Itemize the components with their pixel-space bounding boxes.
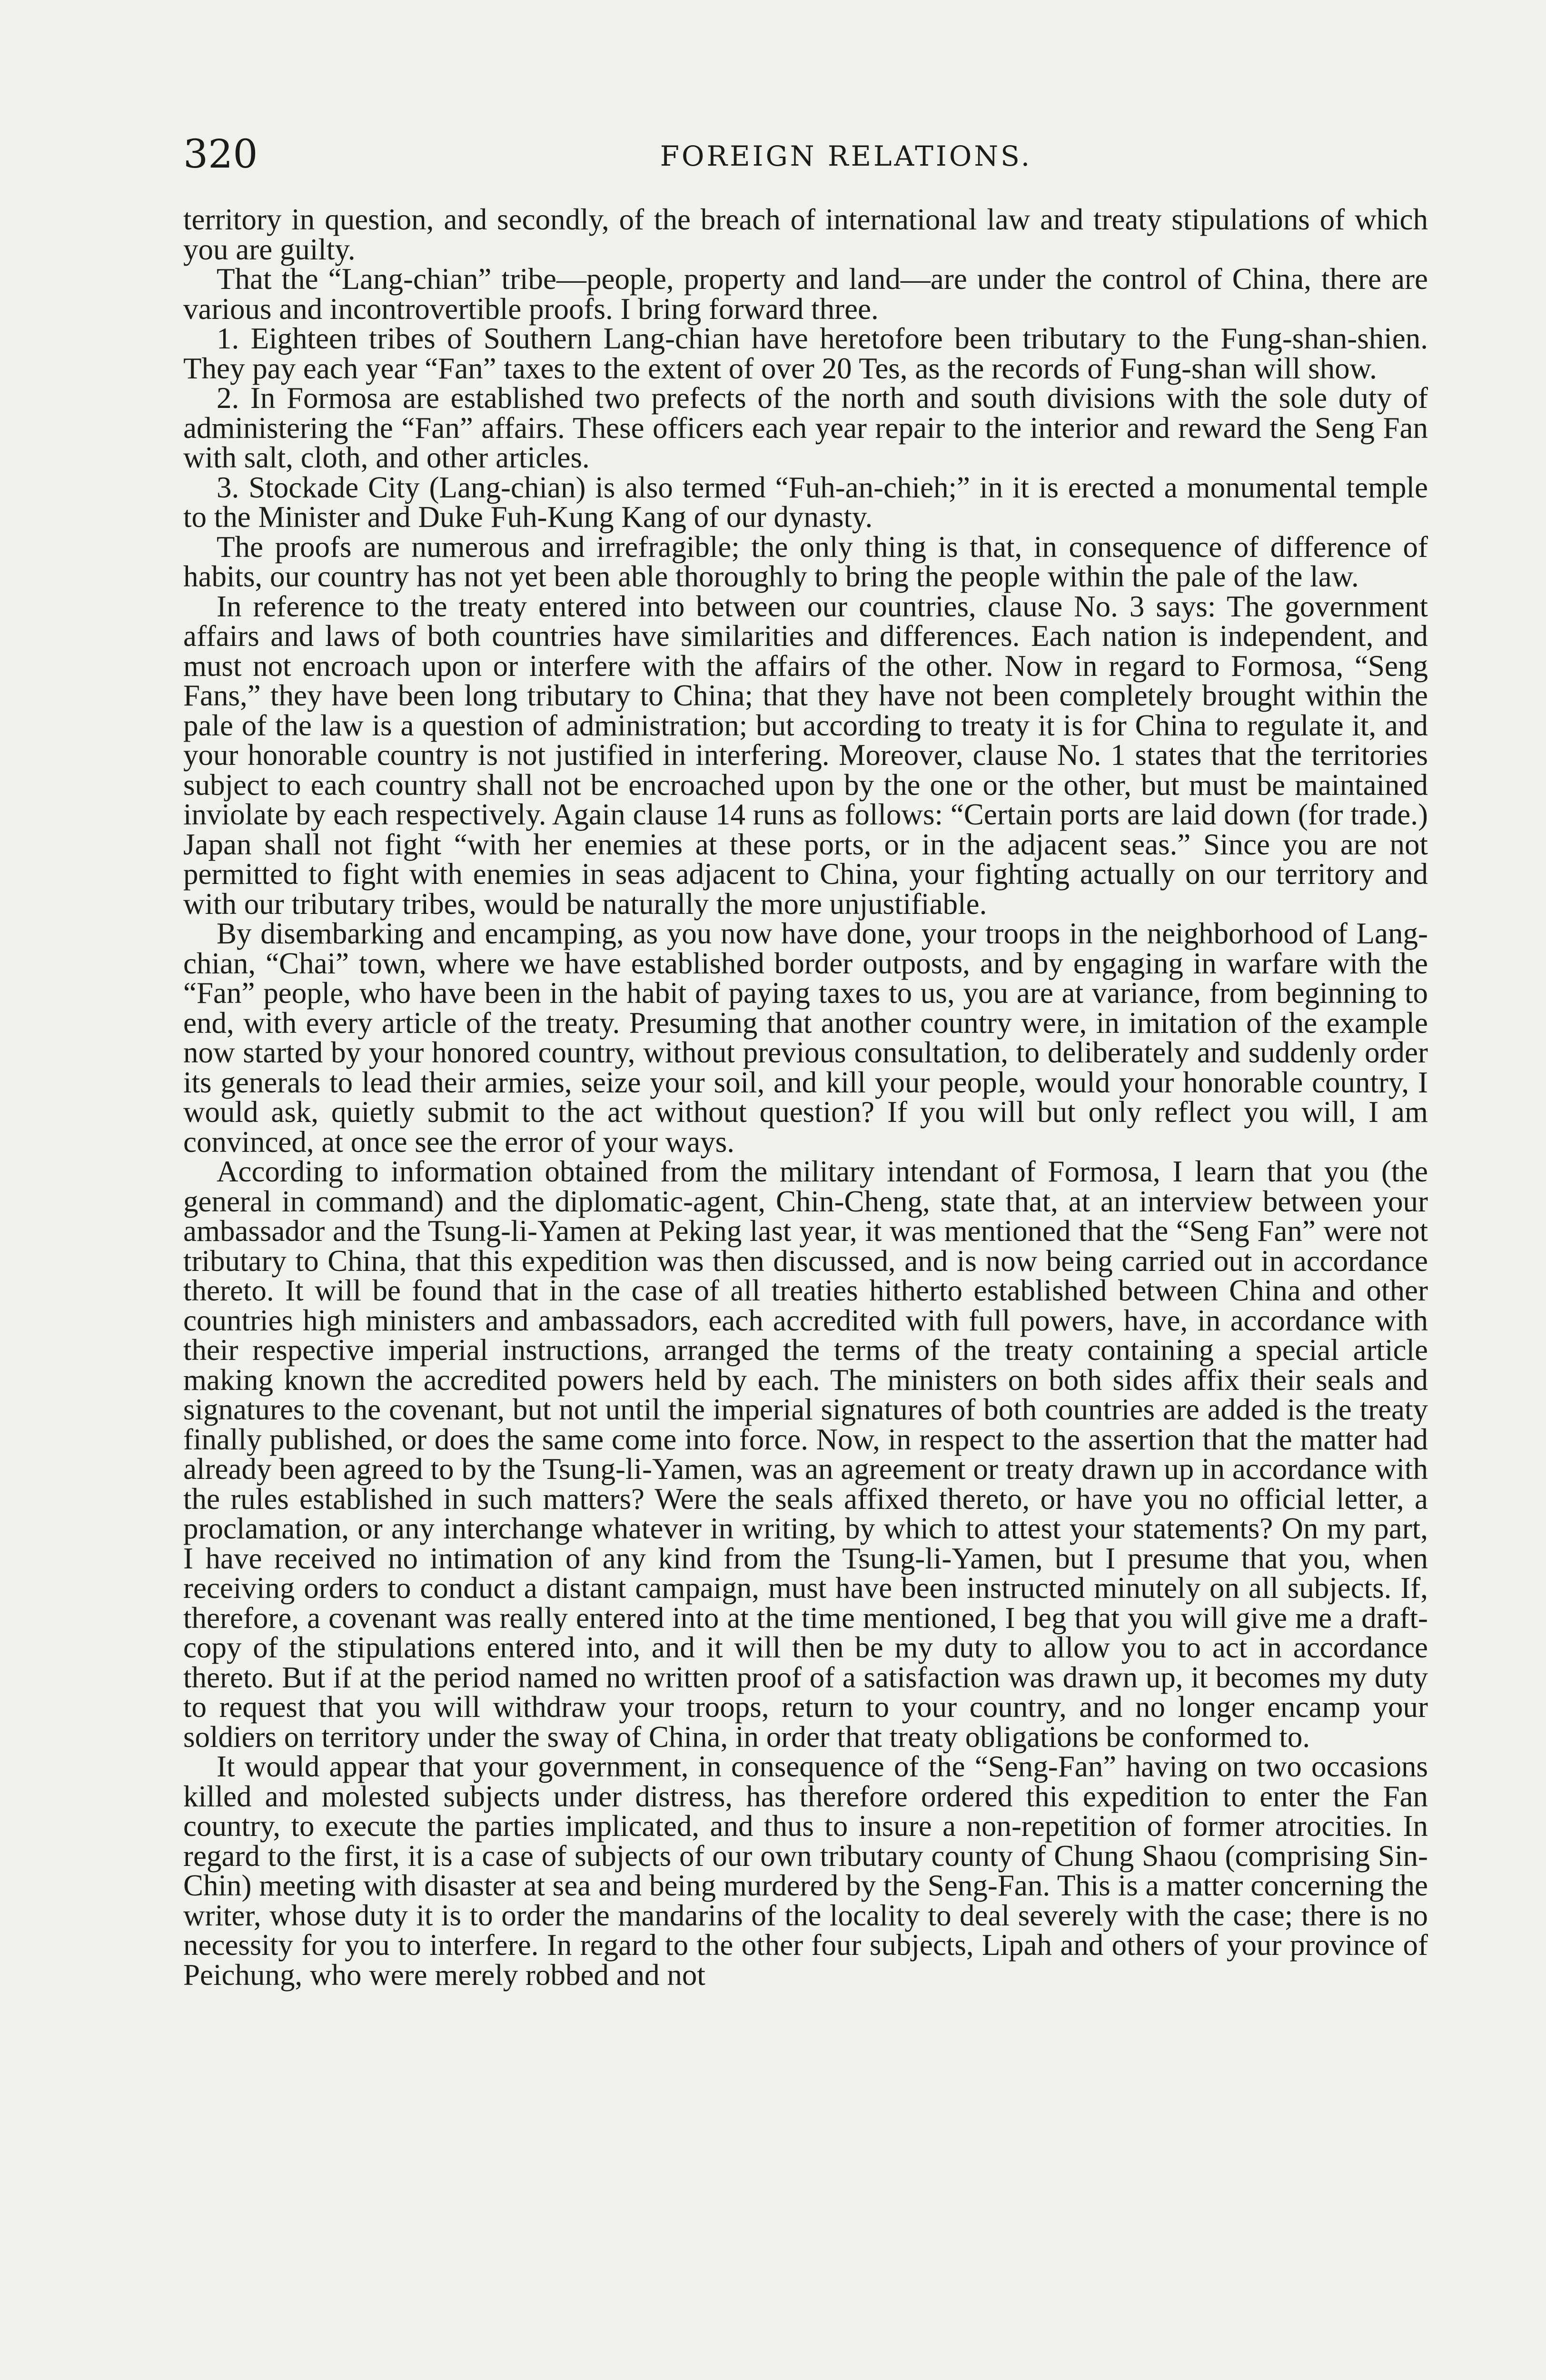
paragraph: It would appear that your government, in consequence of the “Seng-Fan” having on two occasions killed and molested subjects under distress, has therefore ordered this expedition to enter the Fan country, to execute the parties implicated, and thus to insure a non-repetition of former atrocities. In regard to the first, it is a case of subjects of our own tributary county of Chung Shaou (comprising Sin-Chin) meeting with disaster at sea and being murdered by the Seng-Fan. This is a matter concerning the writer, whose duty it is to order the mandarins of the locality to deal severely with the case; there is no necessity for you to interfere. In regard to the other four subjects, Lipah and others of your province of Peichung, who were merely robbed and not (183, 1750, 1428, 1992)
running-header (183, 129, 1428, 181)
paragraph: According to information obtained from the military intendant of Formosa, I learn that you (the general in command) and the diplomatic-agent, Chin-Cheng, state that, at an interview between your ambassador and the Tsung-li-Yamen at Peking last year, it was mentioned that the “Seng Fan” were not tributary to China, that this expedition was then discussed, and is now being carried out in accordance thereto. It will be found that in the case of all treaties hitherto established between China and other countries high ministers and ambassadors, each accredited with full powers, have, in accordance with their respective imperial instructions, arranged the terms of the treaty containing a special article making known the accredited powers held by each. The ministers on both sides affix their seals and signatures to the covenant, but not until the imperial signatures of both countries are added is the treaty finally published, or does the same come into force. Now, in respect to the assertion that the matter had already been agreed to by the Tsung-li-Yamen, was an agreement or treaty drawn up in accordance with the rules established in such matters? Were the seals affixed thereto, or have you no official letter, a proclamation, or any interchange whatever in writing, by which to attest your statements? On my part, I have received no intimation of any kind from the Tsung-li-Yamen, but I presume that you, when receiving orders to conduct a distant campaign, must have been instructed minutely on all subjects. If, therefore, a covenant was really entered into at the time mentioned, I beg that you will give me a draft-copy of the stipulations entered into, and it will then be my duty to allow you to act in accordance thereto. But if at the period named no written proof of a satisfaction was drawn up, it becomes my duty to request that you will withdraw your troops, return to your country, and no longer encamp your soldiers on territory under the sway of China, in order that treaty obligations be conformed to. (183, 1155, 1428, 1754)
running-title: FOREIGN RELATIONS. (660, 140, 1032, 172)
paragraph: 3. Stockade City (Lang-chian) is also termed “Fuh-an-chieh;” in it is erected a monumental temple to the Minister and Duke Fuh-Kung Kang of our dynasty. (183, 470, 1428, 534)
body-text (183, 205, 1428, 1990)
paragraph: territory in question, and secondly, of the breach of international law and treaty stipulations of which you are guilty. (183, 203, 1428, 266)
page-number: 320 (183, 132, 258, 177)
paragraph: The proofs are numerous and irrefragible; the only thing is that, in consequence of difference of habits, our country has not yet been able thoroughly to bring the people within the pale of the law. (183, 530, 1428, 593)
paragraph: In reference to the treaty entered into between our countries, clause No. 3 says: The government affairs and laws of both countries have similarities and differences. Each nation is independent, and must not encroach upon or interfere with the affairs of the other. Now in regard to Formosa, “Seng Fans,” they have been long tributary to China; that they have not been completely brought within the pale of the law is a question of administration; but according to treaty it is for China to regulate it, and your honorable country is not justified in interfering. Moreover, clause No. 1 states that the territories subject to each country shall not be encroached upon by the one or the other, but must be maintained inviolate by each respectively. Again clause 14 runs as follows: “Certain ports are laid down (for trade.) Japan shall not fight “with her enemies at these ports, or in the adjacent seas.” Since you are not permitted to fight with enemies in seas adjacent to China, your fighting actually on our territory and with our tributary tribes, would be naturally the more unjustifiable. (183, 589, 1428, 921)
paragraph: By disembarking and encamping, as you now have done, your troops in the neighborhood of Lang-chian, “Chai” town, where we have established border outposts, and by engaging in warfare with the “Fan” people, who have been in the habit of paying taxes to us, you are at variance, from beginning to end, with every article of the treaty. Presuming that another country were, in imitation of the example now started by your honored country, without previous consultation, to deliberately and suddenly order its generals to lead their armies, seize your soil, and kill your people, would your honorable country, I would ask, quietly submit to the act without question? If you will but only reflect you will, I am convinced, at once see the error of your ways. (183, 917, 1428, 1159)
paragraph: That the “Lang-chian” tribe—people, property and land—are under the control of China, there are various and incontrovertible proofs. I bring forward three. (183, 262, 1428, 326)
paragraph: 1. Eighteen tribes of Southern Lang-chian have heretofore been tributary to the Fung-shan-shien. They pay each year “Fan” taxes to the extent of over 20 Tes, as the records of Fung-shan will show. (183, 322, 1428, 385)
paragraph: 2. In Formosa are established two prefects of the north and south divisions with the sole duty of administering the “Fan” affairs. These officers each year repair to the interior and reward the Seng Fan with salt, cloth, and other articles. (183, 381, 1428, 474)
